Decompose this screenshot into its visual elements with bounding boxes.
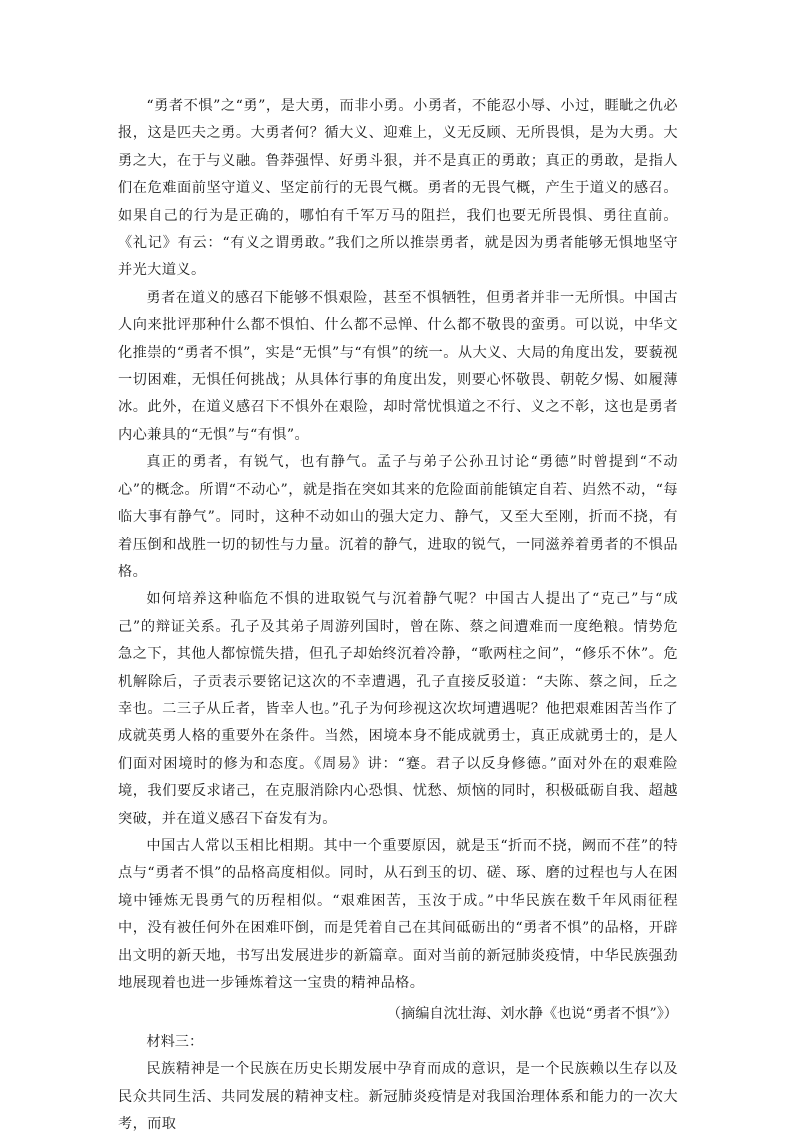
paragraph-5: 中国古人常以玉相比相期。其中一个重要原因，就是玉“折而不挠，阙而不荏”的特点与“勇者不惧”的品格高度相似。同时，从石到玉的切、磋、琢、磨的过程也与人在困境中锤炼无畏勇气的历程相似。“艰难困苦，玉汝于成。”中华民族在数千年风雨征程中，没有被任何外在困难吓倒，而是凭着自己在其间砥砺出的“勇者不惧”的品格，开辟出文明的新天地，书写出发展进步的新篇章。面对当前的新冠肺炎疫情，中华民族强劲地展现着也进一步锤炼着这一宝贵的精神品格。 <box>118 837 678 991</box>
material-three-paragraph: 民族精神是一个民族在历史长期发展中孕育而成的意识，是一个民族赖以生存以及民众共同生活、共同发展的精神支柱。新冠肺炎疫情是对我国治理体系和能力的一次大考，而取 <box>118 1061 678 1133</box>
paragraph-3: 真正的勇者，有锐气，也有静气。孟子与弟子公孙丑讨论“勇德”时曾提到“不动心”的概念。所谓“不动心”，就是指在突如其来的危险面前能镇定自若、岿然不动，“每临大事有静气”。同时，这种不动如山的强大定力、静气，又至大至刚，折而不挠，有着压倒和战胜一切的韧性与力量。沉着的静气，进取的锐气，一同滋养着勇者的不惧品格。 <box>118 454 678 580</box>
paragraph-2: 勇者在道义的感召下能够不惧艰险，甚至不惧牺牲，但勇者并非一无所惧。中国古人向来批评那种什么都不惧怕、什么都不忌惮、什么都不敬畏的蛮勇。可以说，中华文化推崇的“勇者不惧”，实是“无惧”与“有惧”的统一。从大义、大局的角度出发，要藐视一切困难，无惧任何挑战；从具体行事的角度出发，则要心怀敬畏、朝乾夕惕、如履薄冰。此外，在道义感召下不惧外在艰险，却时常忧惧道之不行、义之不彰，这也是勇者内心兼具的“无惧”与“有惧”。 <box>118 289 678 443</box>
document-page <box>118 93 678 1138</box>
paragraph-1: “勇者不惧”之“勇”，是大勇，而非小勇。小勇者，不能忍小辱、小过，睚眦之仇必报，这是匹夫之勇。大勇者何？循大义、迎难上，义无反顾、无所畏惧，是为大勇。大勇之大，在于与义融。鲁莽强悍、好勇斗狠，并不是真正的勇敢；真正的勇敢，是指人们在危难面前坚守道义、坚定前行的无畏气概。勇者的无畏气概，产生于道义的感召。如果自己的行为是正确的，哪怕有千军万马的阻拦，我们也要无所畏惧、勇往直前。《礼记》有云：“有义之谓勇敢。”我们之所以推崇勇者，就是因为勇者能够无惧地坚守并光大道义。 <box>118 98 678 279</box>
source-citation: （摘编自沈壮海、刘水静《也说“勇者不惧”》） <box>386 1006 678 1023</box>
paragraph-4: 如何培养这种临危不惧的进取锐气与沉着静气呢？中国古人提出了“克己”与“成己”的辩证关系。孔子及其弟子周游列国时，曾在陈、蔡之间遭难而一度绝粮。情势危急之下，其他人都惊慌失措，但孔子却始终沉着冷静，“歌两柱之间”，“修乐不休”。危机解除后，子贡表示要铭记这次的不幸遭遇，孔子直接反驳道：“夫陈、蔡之间，丘之幸也。二三子从丘者，皆幸人也。”孔子为何珍视这次坎坷遭遇呢？他把艰难困苦当作了成就英勇人格的重要外在条件。当然，困境本身不能成就勇士，真正成就勇士的，是人们面对困境时的修为和态度。《周易》讲：“蹇。君子以反身修德。”面对外在的艰难险境，我们要反求诸己，在克服消除内心恐惧、忧愁、烦恼的同时，积极砥砺自我、超越突破，并在道义感召下奋发有为。 <box>118 591 678 827</box>
material-three-label: 材料三： <box>146 1033 204 1050</box>
